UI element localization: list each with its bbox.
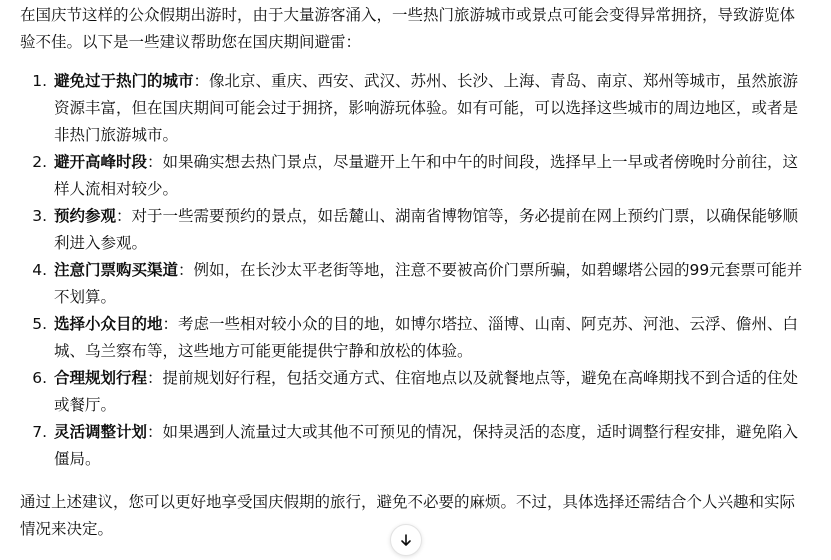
scroll-to-bottom-button[interactable]	[390, 524, 422, 556]
tip-term: 灵活调整计划	[54, 423, 148, 441]
tip-text: ：像北京、重庆、西安、武汉、苏州、长沙、上海、青岛、南京、郑州等城市，虽然旅游资源丰富，但在国庆期间可能会过于拥挤，影响游玩体验。如有可能，可以选择这些城市的周边地区，或者是非热门旅游城市。	[54, 72, 799, 144]
list-item	[52, 203, 810, 257]
outro-paragraph: 通过上述建议，您可以更好地享受国庆假期的旅行，避免不必要的麻烦。不过，具体选择还需结合个人兴趣和实际情况来决定。	[20, 493, 796, 538]
list-item	[52, 149, 810, 203]
tip-text: ：考虑一些相对较小众的目的地，如博尔塔拉、淄博、山南、阿克苏、河池、云浮、儋州、白城、乌兰察布等，这些地方可能更能提供宁静和放松的体验。	[54, 315, 799, 360]
tip-term: 选择小众目的地	[54, 315, 163, 333]
tip-text: ：如果确实想去热门景点，尽量避开上午和中午的时间段，选择早上一早或者傍晚时分前往，这样人流相对较少。	[54, 153, 799, 198]
list-item	[52, 68, 810, 149]
tips-list	[20, 68, 810, 473]
list-item	[52, 419, 810, 473]
intro-paragraph: 在国庆节这样的公众假期出游时，由于大量游客涌入，一些热门旅游城市或景点可能会变得异常拥挤，导致游览体验不佳。以下是一些建议帮助您在国庆期间避雷：	[20, 6, 796, 51]
arrow-down-icon	[399, 533, 413, 547]
list-item	[52, 311, 810, 365]
tip-term: 避免过于热门的城市	[54, 72, 194, 90]
tip-term: 避开高峰时段	[54, 153, 148, 171]
list-item	[52, 365, 810, 419]
message-content	[20, 2, 810, 543]
tip-term: 预约参观	[54, 207, 117, 225]
tip-term: 注意门票购买渠道	[54, 261, 179, 279]
tip-text: ：提前规划好行程，包括交通方式、住宿地点以及就餐地点等，避免在高峰期找不到合适的住处或餐厅。	[54, 369, 799, 414]
tip-text: ：如果遇到人流量过大或其他不可预见的情况，保持灵活的态度，适时调整行程安排，避免陷入僵局。	[54, 423, 799, 468]
tip-text: ：对于一些需要预约的景点，如岳麓山、湖南省博物馆等，务必提前在网上预约门票，以确保能够顺利进入参观。	[54, 207, 799, 252]
list-item	[52, 257, 810, 311]
tip-text: ：例如，在长沙太平老街等地，注意不要被高价门票所骗，如碧螺塔公园的99元套票可能并不划算。	[54, 261, 803, 306]
tip-term: 合理规划行程	[54, 369, 148, 387]
